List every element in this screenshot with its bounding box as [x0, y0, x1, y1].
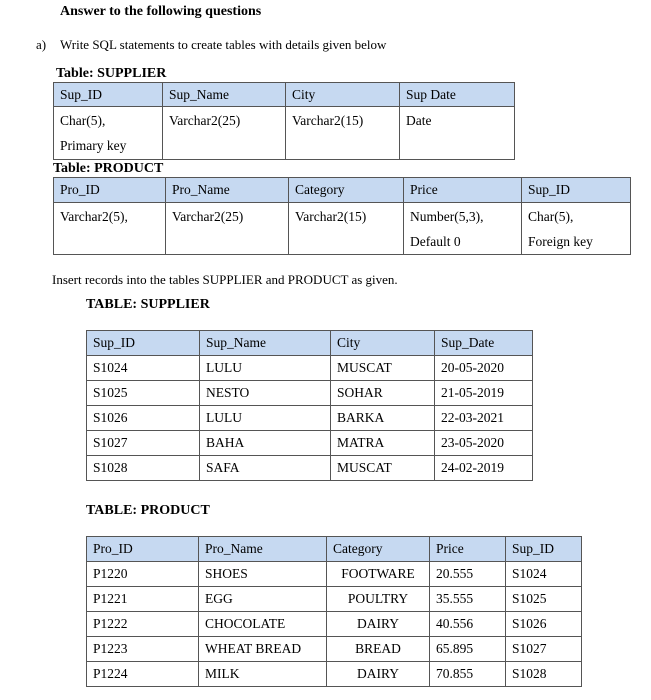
column-header: Pro_Name: [166, 178, 289, 203]
table-cell: S1025: [87, 381, 200, 406]
table-cell: NESTO: [200, 381, 331, 406]
table-cell: S1026: [87, 406, 200, 431]
table-cell: DAIRY: [327, 612, 430, 637]
table-cell: P1222: [87, 612, 199, 637]
column-header: Sup_Date: [435, 331, 533, 356]
type-cell: [163, 107, 286, 160]
column-header: Price: [404, 178, 522, 203]
table-row: [87, 356, 533, 381]
table-cell: MATRA: [331, 431, 435, 456]
table-cell: SOHAR: [331, 381, 435, 406]
column-header: Pro_Name: [199, 537, 327, 562]
column-header: Sup Date: [400, 83, 515, 107]
table-cell: S1027: [87, 431, 200, 456]
table-cell: SHOES: [199, 562, 327, 587]
type-line: Default 0: [410, 234, 461, 249]
table-cell: 22-03-2021: [435, 406, 533, 431]
type-cell: [286, 107, 400, 160]
column-header: Sup_Name: [163, 83, 286, 107]
table-row: [87, 637, 582, 662]
table-cell: FOOTWARE: [327, 562, 430, 587]
table-row: [87, 431, 533, 456]
table-row: [87, 562, 582, 587]
table-cell: S1026: [506, 612, 582, 637]
table-cell: BAHA: [200, 431, 331, 456]
type-line: Date: [406, 113, 432, 128]
table-cell: S1025: [506, 587, 582, 612]
schema-supplier-header-row: [54, 83, 515, 107]
column-header: Sup_ID: [506, 537, 582, 562]
type-cell: [289, 203, 404, 255]
supplier-header-row: [87, 331, 533, 356]
column-header: Sup_ID: [522, 178, 631, 203]
type-line: Varchar2(25): [169, 113, 241, 128]
type-cell: [54, 107, 163, 160]
type-line: Primary key: [60, 138, 127, 153]
column-header: Sup_ID: [87, 331, 200, 356]
column-header: Pro_ID: [87, 537, 199, 562]
schema-product-header-row: [54, 178, 631, 203]
column-header: Pro_ID: [54, 178, 166, 203]
type-line: Varchar2(15): [292, 113, 364, 128]
column-header: Category: [289, 178, 404, 203]
column-header: Sup_Name: [200, 331, 331, 356]
table-cell: S1027: [506, 637, 582, 662]
table-row: [87, 612, 582, 637]
type-line: Varchar2(15): [295, 209, 367, 224]
schema-product-table: [53, 177, 631, 255]
schema-product-type-row: [54, 203, 631, 255]
column-header: Category: [327, 537, 430, 562]
type-cell: [54, 203, 166, 255]
product-data-title: TABLE: PRODUCT: [86, 503, 210, 518]
table-cell: SAFA: [200, 456, 331, 481]
table-cell: MILK: [199, 662, 327, 687]
table-cell: 21-05-2019: [435, 381, 533, 406]
table-cell: 35.555: [430, 587, 506, 612]
table-row: [87, 381, 533, 406]
table-cell: 20-05-2020: [435, 356, 533, 381]
table-cell: S1028: [87, 456, 200, 481]
question-a-marker: a): [36, 37, 47, 52]
table-cell: P1220: [87, 562, 199, 587]
type-line: Number(5,3),: [410, 209, 484, 224]
table-row: [87, 406, 533, 431]
page-heading: Answer to the following questions: [60, 4, 262, 19]
table-cell: BREAD: [327, 637, 430, 662]
supplier-data-title: TABLE: SUPPLIER: [86, 297, 210, 312]
schema-product-title: Table: PRODUCT: [53, 161, 164, 176]
table-cell: P1223: [87, 637, 199, 662]
table-row: [87, 662, 582, 687]
table-cell: CHOCOLATE: [199, 612, 327, 637]
type-cell: [404, 203, 522, 255]
table-cell: 20.555: [430, 562, 506, 587]
schema-supplier-table: [53, 82, 515, 160]
table-cell: LULU: [200, 406, 331, 431]
table-cell: P1224: [87, 662, 199, 687]
type-cell: [166, 203, 289, 255]
table-cell: POULTRY: [327, 587, 430, 612]
schema-supplier-title: Table: SUPPLIER: [56, 66, 167, 81]
type-line: Char(5),: [528, 209, 574, 224]
table-cell: S1024: [87, 356, 200, 381]
type-line: Char(5),: [60, 113, 106, 128]
type-cell: [522, 203, 631, 255]
table-row: [87, 587, 582, 612]
table-cell: S1024: [506, 562, 582, 587]
product-header-row: [87, 537, 582, 562]
insert-instruction: Insert records into the tables SUPPLIER and PRODUCT as given.: [52, 272, 398, 287]
table-cell: 23-05-2020: [435, 431, 533, 456]
question-a-text: Write SQL statements to create tables with details given below: [60, 37, 387, 52]
table-cell: 65.895: [430, 637, 506, 662]
table-cell: S1028: [506, 662, 582, 687]
table-cell: P1221: [87, 587, 199, 612]
column-header: City: [286, 83, 400, 107]
table-cell: 40.556: [430, 612, 506, 637]
type-line: Varchar2(5),: [60, 209, 128, 224]
column-header: City: [331, 331, 435, 356]
type-line: Varchar2(25): [172, 209, 244, 224]
table-cell: LULU: [200, 356, 331, 381]
column-header: Price: [430, 537, 506, 562]
supplier-data-table: [86, 330, 533, 481]
table-cell: DAIRY: [327, 662, 430, 687]
table-cell: EGG: [199, 587, 327, 612]
table-cell: BARKA: [331, 406, 435, 431]
table-row: [87, 456, 533, 481]
type-cell: [400, 107, 515, 160]
table-cell: WHEAT BREAD: [199, 637, 327, 662]
type-line: Foreign key: [528, 234, 593, 249]
table-cell: 70.855: [430, 662, 506, 687]
product-data-table: [86, 536, 582, 687]
table-cell: MUSCAT: [331, 456, 435, 481]
column-header: Sup_ID: [54, 83, 163, 107]
table-cell: MUSCAT: [331, 356, 435, 381]
schema-supplier-type-row: [54, 107, 515, 160]
table-cell: 24-02-2019: [435, 456, 533, 481]
